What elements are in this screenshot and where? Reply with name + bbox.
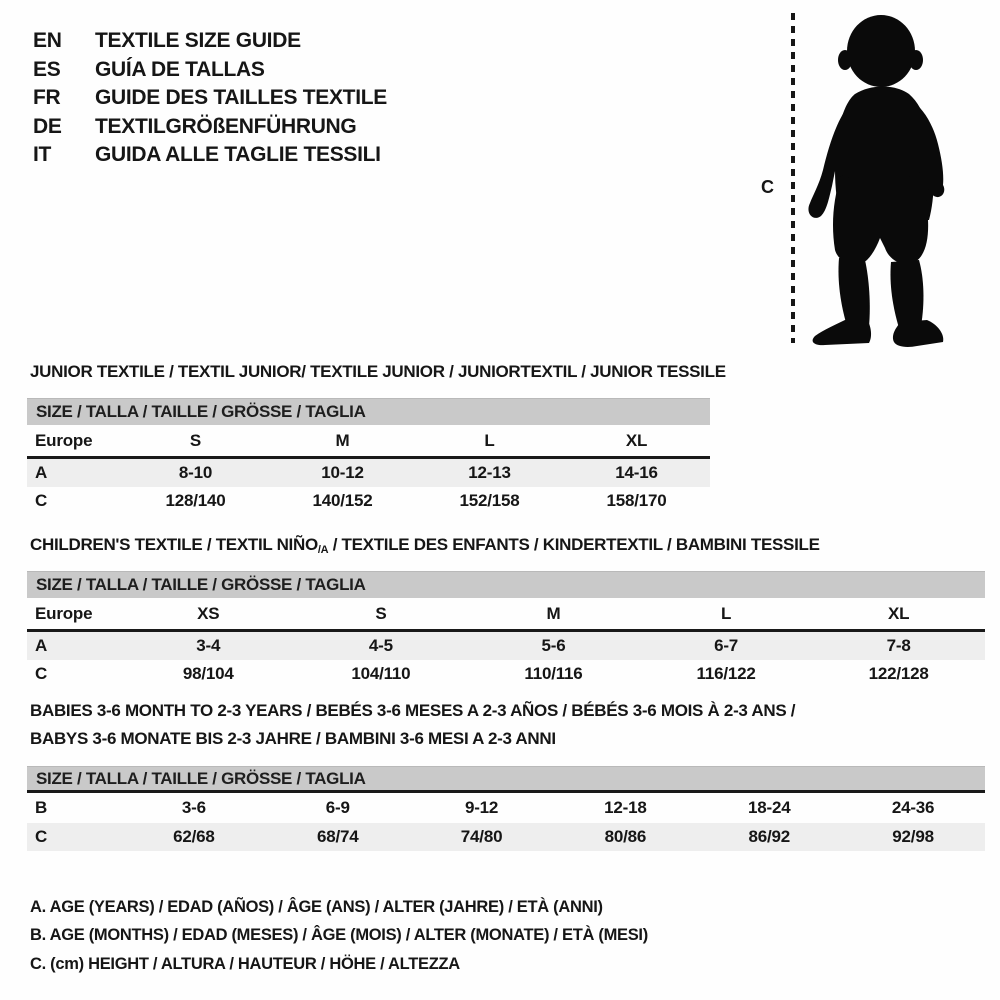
age-cell: 3-4 <box>196 636 221 655</box>
children-section-title <box>30 531 820 564</box>
size-cell: L <box>720 603 732 623</box>
row-label: A <box>35 463 48 482</box>
age-cell: 9-12 <box>464 798 499 817</box>
height-cell: 158/170 <box>606 491 667 510</box>
age-cell: 3-6 <box>181 798 206 817</box>
row-label: C <box>35 827 48 846</box>
age-cell: 12-13 <box>468 463 511 482</box>
table-row <box>27 793 985 823</box>
height-cell: 152/158 <box>459 491 520 510</box>
language-row-fr <box>33 84 387 113</box>
junior-size-table <box>27 398 710 515</box>
size-cell: XL <box>888 603 910 623</box>
babies-section-title <box>30 697 795 753</box>
age-cell: 12-18 <box>604 798 647 817</box>
age-cell: 14-16 <box>615 463 658 482</box>
toddler-silhouette-icon <box>805 10 955 350</box>
table-row <box>27 823 985 851</box>
table-row <box>27 632 985 660</box>
language-title: GUÍA DE TALLAS <box>95 57 265 81</box>
age-cell: 5-6 <box>541 636 566 655</box>
row-label: A <box>35 636 48 655</box>
table-row <box>27 425 710 459</box>
babies-title-line-2: BABYS 3-6 MONATE BIS 2-3 JAHRE / BAMBINI 3-6 MESI A 2-3 ANNI <box>30 729 556 748</box>
language-title: GUIDE DES TAILLES TEXTILE <box>95 86 387 110</box>
row-label: Europe <box>35 603 93 623</box>
height-cell: 68/74 <box>316 827 359 846</box>
children-title-subscript: /A <box>317 544 329 556</box>
age-cell: 7-8 <box>886 636 911 655</box>
height-cell: 128/140 <box>165 491 226 510</box>
children-size-table <box>27 571 985 688</box>
language-list <box>33 27 387 170</box>
size-cell: XS <box>197 603 220 623</box>
size-cell: S <box>189 430 202 450</box>
age-cell: 6-7 <box>714 636 739 655</box>
junior-section-title: JUNIOR TEXTILE / TEXTIL JUNIOR/ TEXTILE JUNIOR / JUNIORTEXTIL / JUNIOR TESSILE <box>30 362 726 381</box>
age-cell: 18-24 <box>747 798 791 817</box>
size-cell: S <box>375 603 387 623</box>
legend-line-b: B. AGE (MONTHS) / EDAD (MESES) / ÂGE (MOIS) / ALTER (MONATE) / ETÀ (MESI) <box>30 926 648 945</box>
height-cell: 122/128 <box>868 664 929 683</box>
size-header-bar: SIZE / TALLA / TAILLE / GRÖSSE / TAGLIA <box>27 398 710 425</box>
size-header-bar: SIZE / TALLA / TAILLE / GRÖSSE / TAGLIA <box>27 571 985 598</box>
children-title-text: CHILDREN'S TEXTILE / TEXTIL NIÑO <box>30 535 318 554</box>
age-cell: 8-10 <box>178 463 213 482</box>
babies-size-table <box>27 766 985 851</box>
language-code: IT <box>33 143 52 167</box>
height-cell: 62/68 <box>173 827 215 846</box>
age-cell: 4-5 <box>368 636 393 655</box>
height-cell: 116/122 <box>696 664 756 683</box>
row-label: C <box>35 491 48 510</box>
height-cell: 110/116 <box>524 664 583 683</box>
size-header-bar: SIZE / TALLA / TAILLE / GRÖSSE / TAGLIA <box>27 766 985 793</box>
age-cell: 6-9 <box>325 798 350 817</box>
height-cell: 74/80 <box>460 827 503 846</box>
height-cell: 98/104 <box>182 664 234 683</box>
legend-line-a: A. AGE (YEARS) / EDAD (AÑOS) / ÂGE (ANS) / ALTER (JAHRE) / ETÀ (ANNI) <box>30 897 603 916</box>
size-cell: M <box>335 430 350 450</box>
height-measure-line <box>791 13 795 343</box>
height-cell: 140/152 <box>312 491 373 510</box>
language-title: TEXTILE SIZE GUIDE <box>95 29 301 53</box>
language-row-es <box>33 56 387 85</box>
row-label: B <box>35 798 48 817</box>
age-cell: 10-12 <box>321 463 364 482</box>
language-row-de <box>33 113 387 142</box>
language-title: GUIDA ALLE TAGLIE TESSILI <box>95 143 381 167</box>
language-row-it <box>33 141 387 170</box>
age-cell: 24-36 <box>891 798 935 817</box>
size-cell: M <box>546 603 561 623</box>
language-code: DE <box>33 114 62 138</box>
table-row <box>27 459 710 487</box>
size-cell: L <box>484 430 495 450</box>
children-title-text: / TEXTILE DES ENFANTS / KINDERTEXTIL / BAMBINI TESSILE <box>328 535 820 554</box>
table-row <box>27 487 710 515</box>
table-row <box>27 598 985 632</box>
row-label: Europe <box>35 430 93 450</box>
language-title: TEXTILGRÖßENFÜHRUNG <box>95 114 357 138</box>
language-code: FR <box>33 86 61 110</box>
height-measure-label: C <box>761 177 774 197</box>
height-cell: 92/98 <box>892 827 934 846</box>
legend <box>30 893 648 979</box>
language-code: ES <box>33 57 61 81</box>
language-row-en <box>33 27 387 56</box>
height-cell: 86/92 <box>748 827 790 846</box>
babies-title-line-1: BABIES 3-6 MONTH TO 2-3 YEARS / BEBÉS 3-6 MESES A 2-3 AÑOS / BÉBÉS 3-6 MOIS À 2-3 ANS / <box>30 701 796 720</box>
height-cell: 104/110 <box>351 664 411 683</box>
height-cell: 80/86 <box>604 827 647 846</box>
size-cell: XL <box>625 430 648 450</box>
table-row <box>27 660 985 688</box>
row-label: C <box>35 664 48 683</box>
legend-line-c: C. (cm) HEIGHT / ALTURA / HAUTEUR / HÖHE / ALTEZZA <box>30 954 460 973</box>
language-code: EN <box>33 29 62 53</box>
